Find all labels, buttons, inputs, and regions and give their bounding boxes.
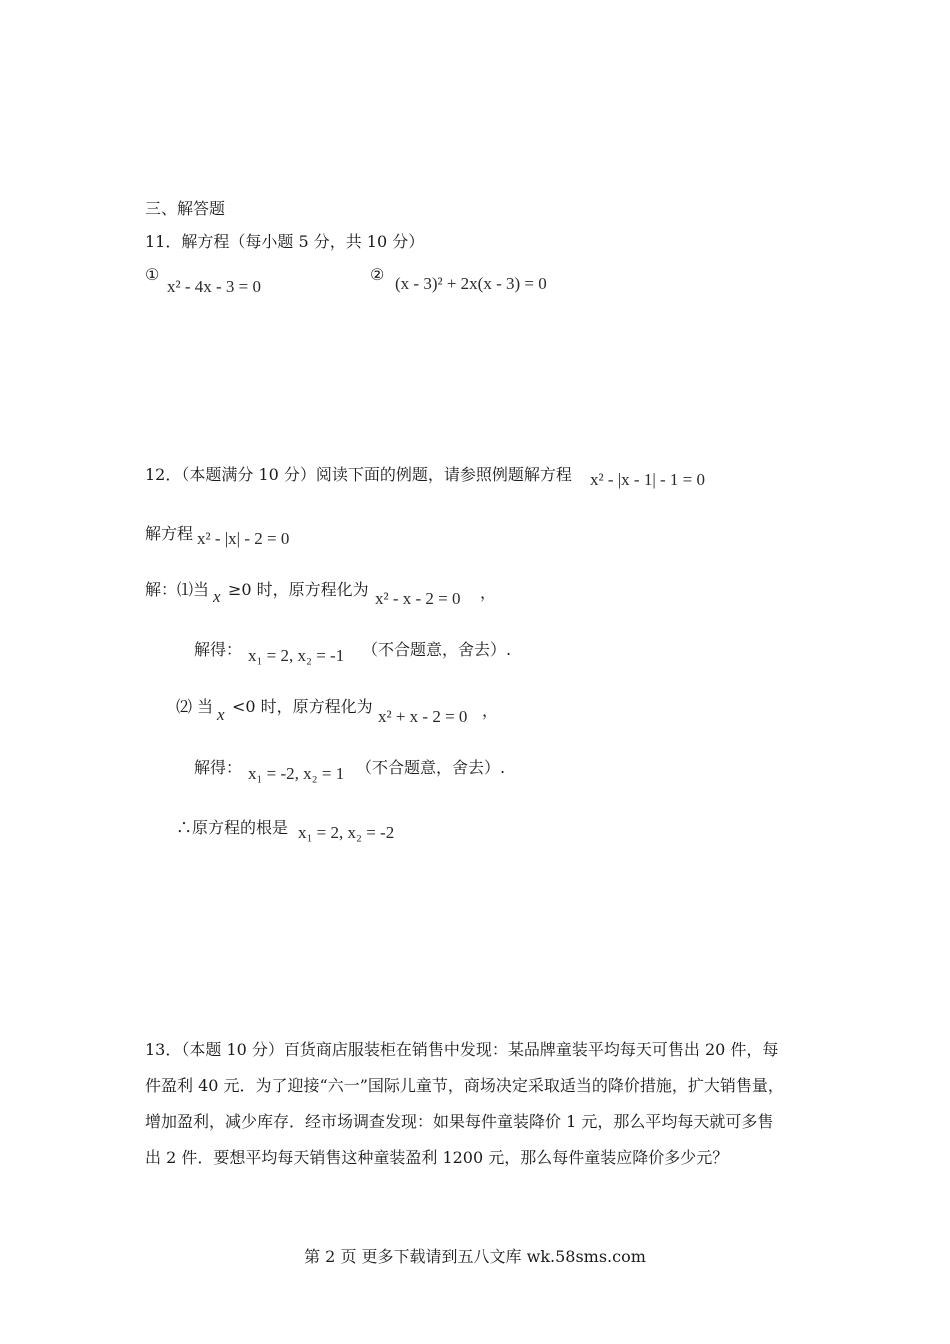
q13-line-2: 件盈利 40 元．为了迎接“六一”国际儿童节，商场决定采取适当的降价措施，扩大销售量，	[145, 1076, 784, 1095]
q12-case1-equation: x² - x - 2 = 0	[375, 589, 461, 608]
q12-case1-condition: ≥0 时，原方程化为	[228, 580, 369, 599]
q12-case1-solve-label: 解得：	[194, 640, 243, 659]
section-title: 三、解答题	[145, 199, 226, 218]
q12-intro: 12．（本题满分 10 分）阅读下面的例题，请参照例题解方程	[145, 465, 572, 484]
q12-case1-note: （不合题意，舍去）.	[362, 640, 512, 659]
q12-case1-variable: x	[213, 587, 221, 606]
q12-case1-prefix: 解：⑴当	[145, 580, 210, 599]
q13-paragraph	[145, 1032, 835, 1176]
q12-case2-note: （不合题意，舍去）.	[356, 758, 506, 777]
q11-equation-2: (x - 3)² + 2x(x - 3) = 0	[395, 274, 547, 293]
q12-final-roots: x₁ = 2, x₂ = -2	[298, 823, 395, 842]
q11-mark-2: ②	[370, 265, 385, 284]
q12-example-label: 解方程	[145, 524, 194, 543]
q12-case2-variable: x	[217, 705, 225, 724]
q13-line-4: 出 2 件．要想平均每天销售这种童装盈利 1200 元，那么每件童装应降价多少元？	[145, 1148, 729, 1167]
q12-case1-roots: x₁ = 2, x₂ = -1	[248, 646, 345, 665]
q12-case2-roots: x₁ = -2, x₂ = 1	[248, 764, 345, 783]
q11-mark-1: ①	[145, 265, 160, 284]
q11-title: 11．解方程（每小题 5 分，共 10 分）	[145, 232, 425, 251]
q13-line-3: 增加盈利，减少库存．经市场调查发现：如果每件童装降价 1 元，那么平均每天就可多售	[145, 1112, 774, 1131]
q12-case2-equation: x² + x - 2 = 0	[378, 707, 468, 726]
q12-case2-prefix: ⑵ 当	[176, 697, 214, 716]
q12-case1-comma: ，	[480, 583, 497, 602]
q12-target-equation: x² - |x - 1| - 1 = 0	[590, 470, 705, 489]
q12-case2-condition: <0 时，原方程化为	[232, 697, 373, 716]
q13-line-1: 13．（本题 10 分）百货商店服装柜在销售中发现：某品牌童装平均每天可售出 20 件，每	[145, 1040, 779, 1059]
q12-example-equation: x² - |x| - 2 = 0	[197, 529, 290, 548]
page-footer: 第 2 页 更多下载请到五八文库 wk.58sms.com	[304, 1247, 646, 1266]
q12-case2-solve-label: 解得：	[194, 758, 243, 777]
q12-conclusion: ∴原方程的根是	[176, 818, 289, 837]
q12-case2-comma: ，	[482, 701, 499, 720]
q11-equation-1: x² - 4x - 3 = 0	[167, 277, 262, 296]
